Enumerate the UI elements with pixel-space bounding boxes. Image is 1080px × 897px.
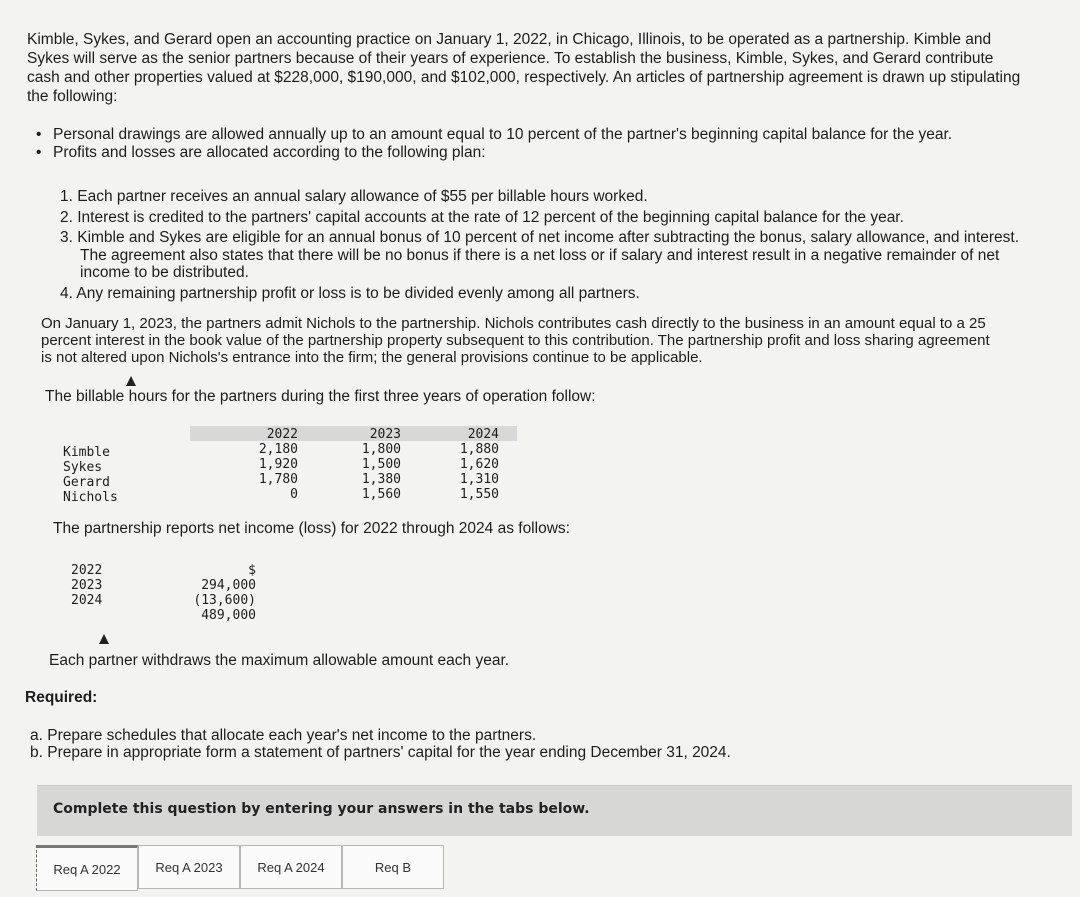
income-years bbox=[71, 563, 102, 608]
cursor-icon bbox=[126, 376, 136, 386]
plan-item: 1. Each partner receives an annual salary allowance of $55 per billable hours worked. bbox=[60, 188, 648, 205]
cursor-icon bbox=[99, 634, 109, 644]
income-year: 2022 bbox=[71, 563, 103, 578]
plan-item: 3. Kimble and Sykes are eligible for an annual bonus of 10 percent of net income after subtracting the bonus, salary allowance, and interest. The agreement also states that there will be no bonus if there is a net loss or if salary and interest result in a negative remainder of net income to be distributed. bbox=[60, 229, 1019, 281]
tab-req-a-2023[interactable]: Req A 2023 bbox=[138, 845, 240, 889]
income-year: 2023 bbox=[71, 578, 103, 593]
tab-req-b[interactable]: Req B bbox=[342, 845, 444, 889]
tab-req-a-2022[interactable]: Req A 2022 bbox=[36, 845, 138, 891]
year-header: 2022 bbox=[266, 427, 298, 442]
required-item-a: a. Prepare schedules that allocate each year's net income to the partners. bbox=[30, 727, 537, 744]
intro-paragraph: Kimble, Sykes, and Gerard open an accounting practice on January 1, 2022, in Chicago, Illinois, to be operated as a partnership. Kimble and Sykes will serve as the senior partners because of their years of experience. To establish the business, Kimble, Sykes, and Gerard contribute cash and other properties valued at $228,000, $190,000, and $102,000, respectively. An articles of partnership agreement is drawn up stipulating the following: bbox=[27, 31, 1021, 105]
hours-cell: 1,780 bbox=[258, 472, 298, 487]
instruction-banner bbox=[37, 785, 1072, 836]
hours-column-2022 bbox=[250, 427, 298, 502]
income-values bbox=[191, 563, 256, 623]
hours-cell: 0 bbox=[290, 487, 298, 502]
nichols-paragraph: On January 1, 2023, the partners admit Nichols to the partnership. Nichols contributes cash directly to the business in an amount equal to a 25 percent interest in the book value of the partnership property subsequent to this contribution. The partnership profit and loss sharing agreement is not altered upon Nichols's entrance into the firm; the general provisions continue to be applicable. bbox=[41, 315, 990, 366]
required-title: Required: bbox=[25, 689, 98, 706]
bullet-item bbox=[36, 144, 1036, 162]
year-header: 2024 bbox=[467, 427, 499, 442]
hours-cell: 2,180 bbox=[258, 442, 298, 457]
partner-names bbox=[63, 445, 133, 505]
profit-plan-list bbox=[60, 188, 1020, 305]
required-item-b: b. Prepare in appropriate form a statement of partners' capital for the year ending December 31, 2024. bbox=[30, 744, 731, 761]
income-intro: The partnership reports net income (loss) for 2022 through 2024 as follows: bbox=[53, 520, 570, 537]
hours-cell: 1,880 bbox=[459, 442, 499, 457]
agreement-bullets bbox=[36, 126, 1036, 162]
partner-name: Gerard bbox=[63, 475, 110, 490]
income-value: 489,000 bbox=[201, 608, 256, 623]
hours-cell: 1,800 bbox=[361, 442, 401, 457]
hours-column-2024 bbox=[451, 427, 499, 502]
required-list bbox=[30, 727, 731, 761]
plan-item: 4. Any remaining partnership profit or loss is to be divided evenly among all partners. bbox=[60, 284, 640, 302]
income-value: $ 294,000 bbox=[201, 563, 256, 593]
year-header: 2023 bbox=[369, 427, 401, 442]
partner-name: Kimble bbox=[63, 445, 110, 460]
income-value: (13,600) bbox=[193, 593, 256, 608]
partner-name: Sykes bbox=[63, 460, 103, 475]
hours-intro: The billable hours for the partners during the first three years of operation follow: bbox=[45, 388, 596, 405]
hours-cell: 1,920 bbox=[258, 457, 298, 472]
hours-cell: 1,560 bbox=[361, 487, 401, 502]
hours-cell: 1,620 bbox=[459, 457, 499, 472]
tab-req-a-2024[interactable]: Req A 2024 bbox=[240, 845, 342, 889]
hours-cell: 1,380 bbox=[361, 472, 401, 487]
bullet-item bbox=[36, 126, 1036, 144]
partner-name: Nichols bbox=[63, 490, 118, 505]
hours-cell: 1,500 bbox=[361, 457, 401, 472]
hours-column-2023 bbox=[353, 427, 401, 502]
plan-item: 2. Interest is credited to the partners' capital accounts at the rate of 12 percent of the beginning capital balance for the year. bbox=[60, 208, 904, 226]
withdraw-statement: Each partner withdraws the maximum allowable amount each year. bbox=[49, 652, 510, 669]
instruction-text: Complete this question by entering your answers in the tabs below. bbox=[53, 801, 590, 817]
bullet-text: Personal drawings are allowed annually up to an amount equal to 10 percent of the partner's beginning capital balance for the year. bbox=[53, 126, 953, 143]
bullet-text: Profits and losses are allocated according to the following plan: bbox=[53, 144, 486, 161]
hours-cell: 1,550 bbox=[459, 487, 499, 502]
hours-cell: 1,310 bbox=[459, 472, 499, 487]
income-year: 2024 bbox=[71, 593, 103, 608]
